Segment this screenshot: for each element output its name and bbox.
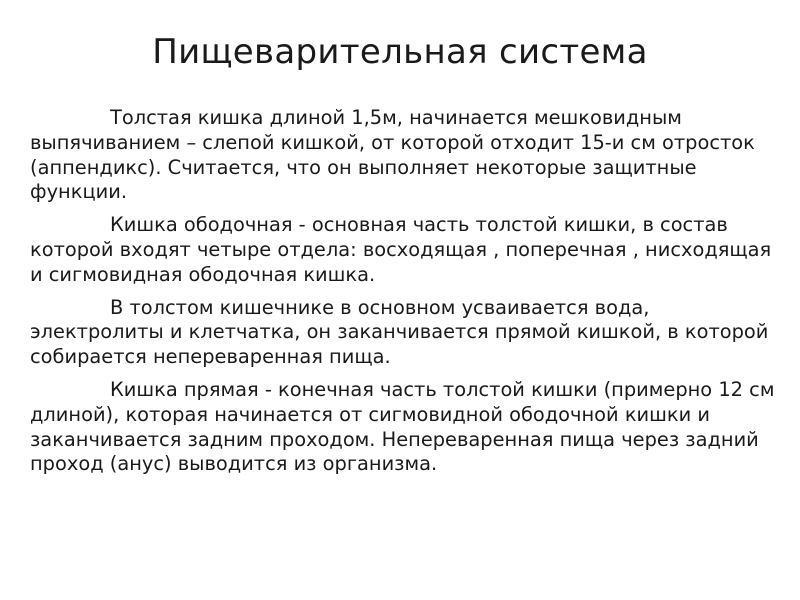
paragraph-rectum: Кишка прямая - конечная часть толстой кишки (примерно 12 см длиной), которая начинается от сигмовидной ободочной кишки и заканчивается задним проходом. Непереваренная пища через задний проход (анус) выводится из организма. (30, 377, 775, 476)
paragraph-absorption: В толстом кишечнике в основном усваивается вода, электролиты и клетчатка, он заканчивается прямой кишкой, в которой собирается непереваренная пища. (30, 295, 769, 369)
slide-body (30, 106, 776, 485)
paragraph-colon: Кишка ободочная - основная часть толстой кишки, в состав которой входят четыре отдела: восходящая , поперечная , нисходящая и сигмовидная ободочная кишка. (30, 213, 772, 286)
paragraph-large-intestine: Толстая кишка длиной 1,5м, начинается мешковидным выпячиванием – слепой кишкой, от которой отходит 15-и см отросток (аппендикс). Считается, что он выполняет некоторые защитные функции. (30, 106, 755, 204)
slide-title: Пищеварительная система (152, 32, 648, 72)
